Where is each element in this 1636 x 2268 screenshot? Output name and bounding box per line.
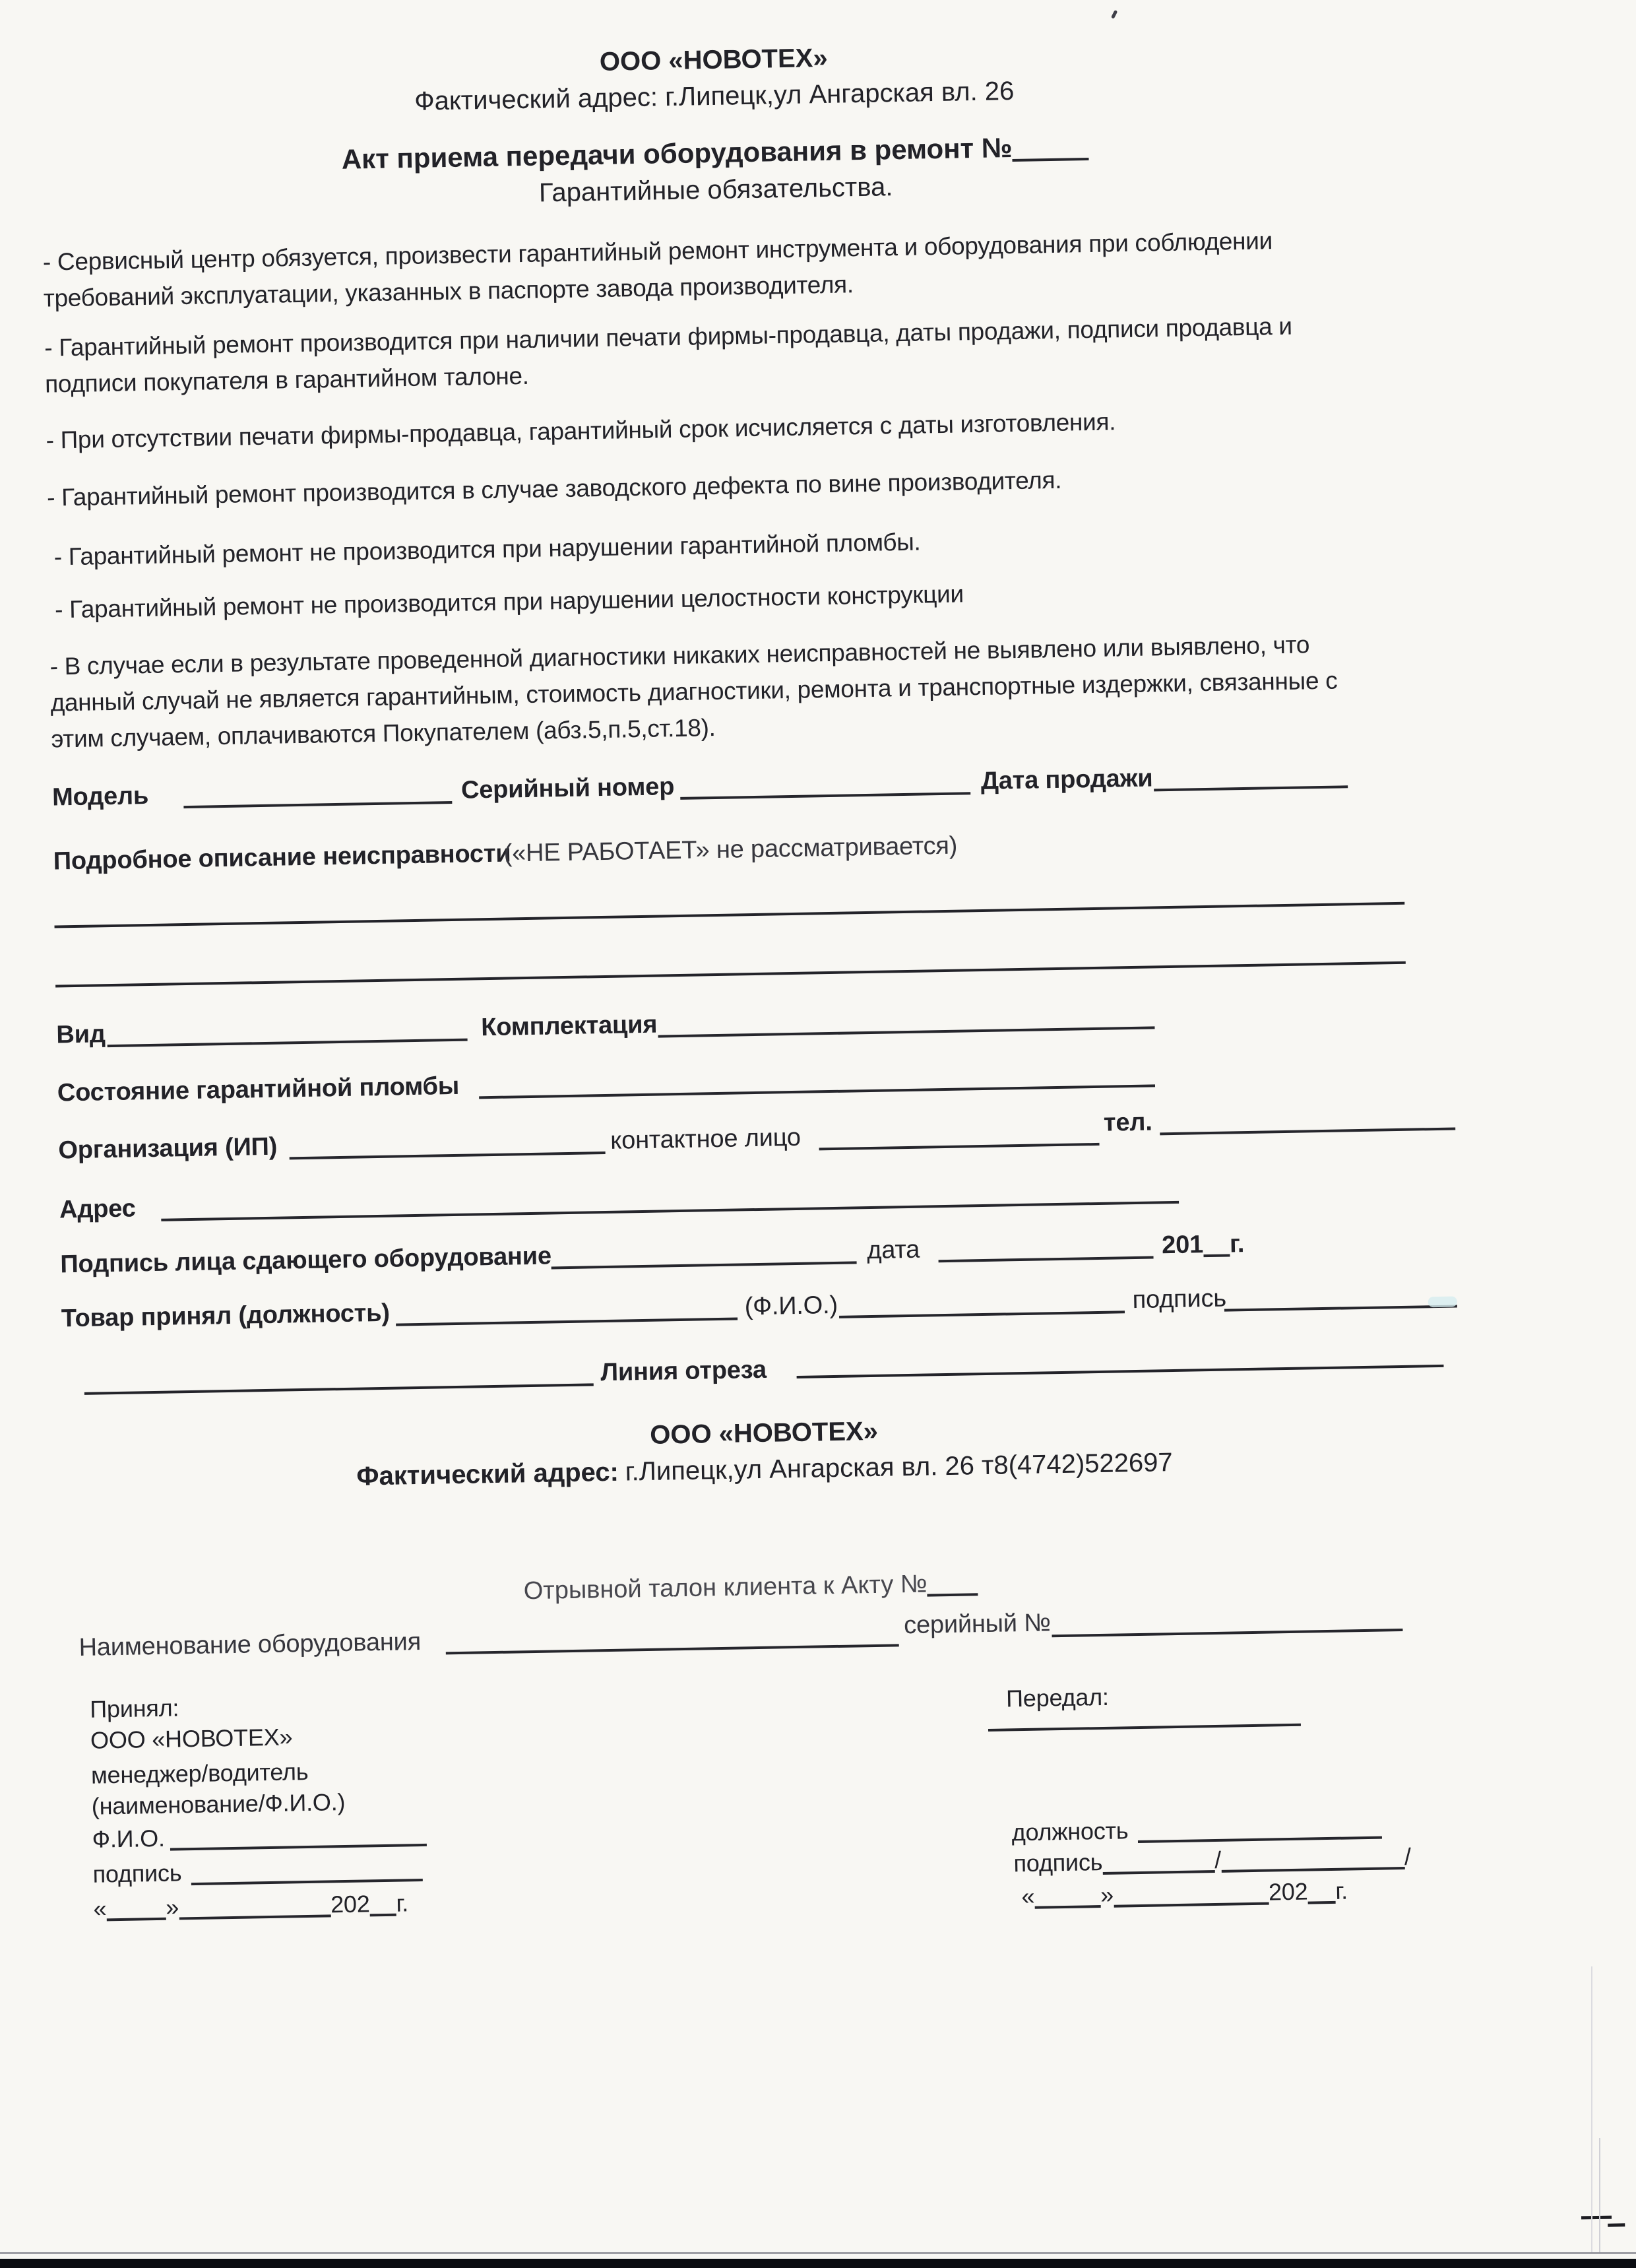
document-subtitle: Гарантийные обязательства. [538, 172, 893, 208]
goods-received-blank [396, 1318, 738, 1326]
coupon-address-label: Фактический адрес: [356, 1457, 619, 1491]
handed-position-label: должность [1011, 1817, 1129, 1846]
received-name-note: (наименование/Ф.И.О.) [91, 1788, 346, 1820]
pen-dash-mark [1608, 2223, 1625, 2226]
handed-title: Передал: [1005, 1683, 1110, 1712]
received-title: Принял: [89, 1694, 179, 1723]
seal-state-label: Состояние гарантийной пломбы [57, 1072, 460, 1107]
quote-close: » [1100, 1881, 1114, 1909]
address-blank [161, 1201, 1179, 1221]
year-suffix: г. [1335, 1877, 1348, 1904]
slash: / [1404, 1842, 1412, 1871]
year-prefix: 201 [1161, 1231, 1204, 1260]
term-paragraph [55, 575, 964, 628]
term-paragraph [53, 524, 921, 575]
sign-label: подпись [1132, 1284, 1227, 1314]
quote-open: « [1021, 1882, 1035, 1910]
phone-blank [1160, 1127, 1455, 1135]
term-line: - Гарантийный ремонт не производится при нарушении гарантийной пломбы. [53, 528, 921, 571]
handed-fio-blank [1221, 1847, 1405, 1873]
kind-blank [108, 1039, 468, 1048]
coupon-serial-blank [1052, 1629, 1402, 1637]
month-blank [1114, 1883, 1269, 1908]
term-line: - Сервисный центр обязуется, произвести гарантийный ремонт инструмента и оборудования при соблюдении [42, 227, 1273, 276]
organization-blank [290, 1151, 606, 1159]
year-blank [369, 1894, 396, 1917]
term-line: - Гарантийный ремонт не производится при нарушении целостности конструкции [54, 580, 964, 624]
sign-blank [1224, 1305, 1457, 1311]
received-date-line [93, 1888, 408, 1924]
term-line: - При отсутствии печати фирмы-продавца, гарантийный срок исчисляется с даты изготовления. [46, 408, 1116, 454]
handover-sign-label: Подпись лица сдающего оборудование [60, 1242, 552, 1279]
equipment-name-label: Наименование оборудования [79, 1627, 422, 1662]
paper-edge-line [1599, 2138, 1600, 2253]
term-line: требований эксплуатации, указанных в паспорте завода производителя. [43, 271, 854, 312]
term-paragraph [44, 308, 1293, 403]
description-writing-line [55, 902, 1405, 928]
received-sign-label: подпись [92, 1859, 182, 1888]
fault-description-label: Подробное описание неисправности [53, 839, 511, 876]
address-label: Адрес [59, 1194, 136, 1224]
model-blank [183, 801, 452, 808]
year-blank [1203, 1234, 1230, 1257]
handed-name-blank [988, 1724, 1301, 1732]
slash: / [1214, 1846, 1222, 1874]
cut-line-right [797, 1365, 1444, 1378]
pen-dash-mark [1581, 2216, 1612, 2220]
date-blank [939, 1256, 1154, 1263]
quote-open: « [93, 1895, 107, 1922]
company-address: Фактический адрес: г.Липецк,ул Ангарская вл. 26 [414, 76, 1015, 116]
day-blank [1034, 1885, 1101, 1909]
handed-sign-label: подпись [1013, 1848, 1103, 1877]
completeness-label: Комплектация [480, 1010, 658, 1042]
received-sign-blank [191, 1879, 423, 1885]
scan-speck [1111, 10, 1117, 19]
term-line: подписи покупателя в гарантийном талоне. [44, 362, 530, 398]
term-line: - Гарантийный ремонт производится при наличии печати фирмы-продавца, даты продажи, подписи продавца и [44, 312, 1293, 362]
date-label: дата [866, 1235, 920, 1265]
act-number-blank [1012, 138, 1089, 162]
handed-date-line [1021, 1876, 1348, 1912]
serial-blank [680, 792, 970, 800]
year-prefix: 202 [330, 1890, 370, 1918]
received-fio-label: Ф.И.О. [92, 1824, 166, 1853]
term-paragraph [42, 222, 1273, 317]
cut-line-left [84, 1383, 594, 1394]
document-title-text: Акт приема передачи оборудования в ремонт № [341, 131, 1013, 175]
coupon-title-text: Отрывной талон клиента к Акту № [523, 1570, 928, 1605]
year-blank [1307, 1881, 1336, 1904]
term-paragraph [49, 626, 1338, 758]
term-line: - Гарантийный ремонт производится в случае заводского дефекта по вине производителя. [46, 466, 1062, 511]
received-role: менеджер/водитель [90, 1757, 309, 1789]
term-paragraph [47, 462, 1062, 516]
fio-blank [839, 1311, 1125, 1318]
phone-label: тел. [1103, 1108, 1152, 1137]
company-name: ООО «НОВОТЕХ» [599, 43, 829, 77]
scan-smudge [1428, 1296, 1457, 1307]
handed-sign-line [1013, 1842, 1411, 1879]
equipment-name-blank [446, 1644, 899, 1654]
serial-label: Серийный номер [460, 773, 675, 804]
received-company: ООО «НОВОТЕХ» [90, 1723, 293, 1754]
contact-person-blank [819, 1143, 1100, 1150]
sale-date-blank [1154, 785, 1348, 791]
year-suffix: г. [396, 1889, 409, 1917]
fault-description-note: («НЕ РАБОТАЕТ» не рассматривается) [503, 831, 958, 868]
coupon-title [8, 1561, 1494, 1615]
description-writing-line [55, 961, 1406, 988]
term-paragraph [46, 403, 1116, 458]
coupon-company-name: ООО «НОВОТЕХ» [649, 1416, 879, 1450]
sale-date-label: Дата продажи [980, 764, 1153, 795]
cut-line-label: Линия отреза [600, 1355, 767, 1387]
year-prefix: 202 [1268, 1877, 1308, 1906]
fio-label: (Ф.И.О.) [744, 1291, 838, 1321]
goods-received-label: Товар принял (должность) [61, 1299, 391, 1333]
paper-edge-line [1591, 1966, 1592, 2253]
quote-close: » [165, 1893, 179, 1921]
handed-sign-blank [1102, 1850, 1215, 1875]
handover-sign-blank [551, 1261, 857, 1269]
received-fio-blank [170, 1844, 427, 1851]
paper-bottom-edge [0, 2252, 1636, 2254]
completeness-blank [658, 1026, 1155, 1037]
month-blank [179, 1895, 331, 1920]
handed-position-blank [1138, 1836, 1382, 1843]
contact-person-label: контактное лицо [610, 1123, 802, 1155]
organization-label: Организация (ИП) [58, 1132, 278, 1165]
model-label: Модель [51, 781, 149, 812]
scanner-background-band [0, 2259, 1636, 2268]
coupon-act-number-blank [927, 1573, 978, 1596]
seal-state-blank [479, 1084, 1155, 1099]
coupon-address-value: г.Липецк,ул Ангарская вл. 26 т8(4742)522697 [625, 1448, 1174, 1487]
day-blank [106, 1898, 166, 1922]
coupon-serial-label: серийный № [903, 1609, 1052, 1640]
kind-label: Вид [56, 1020, 106, 1049]
year-201-group [1162, 1228, 1245, 1261]
term-line: этим случаем, оплачиваются Покупателем (абз.5,п.5,ст.18). [51, 713, 716, 753]
year-suffix: г. [1229, 1230, 1245, 1258]
term-line: - В случае если в результате проведенной диагностики никаких неисправностей не выявлено или выявлено, что [49, 631, 1310, 680]
term-line: данный случай не является гарантийным, стоимость диагностики, ремонта и транспортные издержки, связанные с [50, 666, 1338, 717]
